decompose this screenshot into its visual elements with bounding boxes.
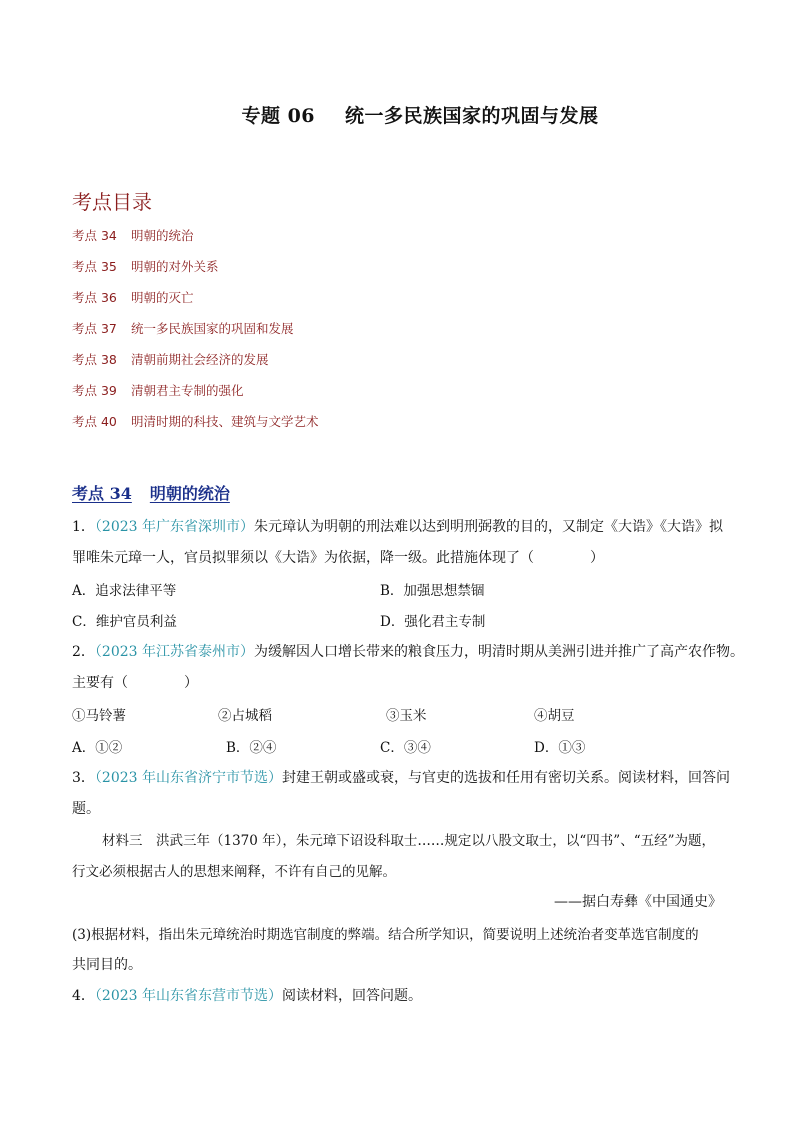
toc-item-name: 清朝前期社会经济的发展 [131,352,269,367]
question-3-line-1 [72,767,730,787]
question-2-line-1 [72,641,744,661]
question-source: （2023 年山东省东营市节选） [94,988,283,1004]
question-text: 为缓解因人口增长带来的粮食压力，明清时期从美洲引进并推广了高产农作物。 [254,644,745,660]
q2-option-d: D．①③ [534,740,586,756]
toc-item-name: 清朝君主专制的强化 [131,383,244,398]
title-text: 统一多民族国家的巩固与发展 [345,105,599,127]
material-line-1: 材料三 洪武三年（1370 年），朱元璋下诏设科取士……规定以八股文取士，以“四书”、“五经”为题， [102,833,716,849]
toc-heading: 考点目录 [72,190,152,214]
q1-option-d: D．强化君主专制 [380,614,486,630]
question-4-line-1 [72,985,422,1005]
question-number: 1． [72,519,95,535]
toc-item-num: 考点 35 [72,259,117,274]
toc-item[interactable] [72,412,319,443]
page-title [0,101,794,128]
toc-item-name: 明朝的统治 [131,228,194,243]
q2-option-b: B．②④ [226,740,277,756]
question-1-line-2: 罪唯朱元璋一人，官员拟罪须以《大诰》为依据，降一级。此措施体现了（ ） [72,550,604,566]
section-name: 明朝的统治 [149,484,230,503]
toc-item[interactable] [72,226,319,257]
question-3-line-2: 题。 [72,801,100,817]
toc-item[interactable] [72,257,319,288]
toc-item[interactable] [72,319,319,350]
q1-option-c: C．维护官员利益 [72,614,177,630]
question-number: 3． [72,770,95,786]
sub-question-line-2: 共同目的。 [72,957,142,973]
question-source: （2023 年山东省济宁市节选） [94,770,283,786]
question-text: 朱元璋认为明朝的刑法难以达到明刑弼教的目的，又制定《大诰》《大诰》拟 [254,519,724,535]
sub-question-line-1: (3)根据材料，指出朱元璋统治时期选官制度的弊端。结合所学知识，简要说明上述统治者变革选官制度的 [72,927,699,943]
toc-item-num: 考点 34 [72,228,117,243]
question-number: 2． [72,644,95,660]
q2-option-a: A．①② [72,740,123,756]
toc-item-name: 明清时期的科技、建筑与文学艺术 [131,414,319,429]
title-label: 专题 06 [241,105,316,127]
toc-list [72,226,319,443]
q1-option-a: A．追求法律平等 [72,583,177,599]
toc-item-num: 考点 39 [72,383,117,398]
toc-item-num: 考点 40 [72,414,117,429]
q2-item-3: ③玉米 [386,708,427,724]
question-text: 阅读材料，回答问题。 [282,988,423,1004]
toc-item-name: 明朝的对外关系 [131,259,219,274]
q1-option-b: B．加强思想禁锢 [380,583,485,599]
q2-item-4: ④胡豆 [534,708,575,724]
toc-item[interactable] [72,288,319,319]
section-num: 考点 34 [72,484,132,503]
q2-option-c: C．③④ [380,740,431,756]
toc-item-name: 统一多民族国家的巩固和发展 [131,321,294,336]
q2-item-2: ②占城稻 [218,708,272,724]
toc-item-name: 明朝的灭亡 [131,290,194,305]
question-2-line-2: 主要有（ ） [72,675,198,691]
question-text: 封建王朝或盛或衰，与官吏的选拔和任用有密切关系。阅读材料，回答问 [282,770,731,786]
question-source: （2023 年广东省深圳市） [94,519,255,535]
toc-item[interactable] [72,350,319,381]
section-heading[interactable] [72,481,230,504]
toc-item-num: 考点 36 [72,290,117,305]
question-1-line-1 [72,516,723,536]
q2-item-1: ①马铃薯 [72,708,126,724]
question-number: 4． [72,988,95,1004]
question-source: （2023 年江苏省泰州市） [94,644,255,660]
material-citation: ——据白寿彝《中国通史》 [554,894,722,910]
material-line-2: 行文必须根据古人的思想来阐释，不许有自己的见解。 [72,864,396,880]
toc-item[interactable] [72,381,319,412]
toc-item-num: 考点 37 [72,321,117,336]
toc-item-num: 考点 38 [72,352,117,367]
